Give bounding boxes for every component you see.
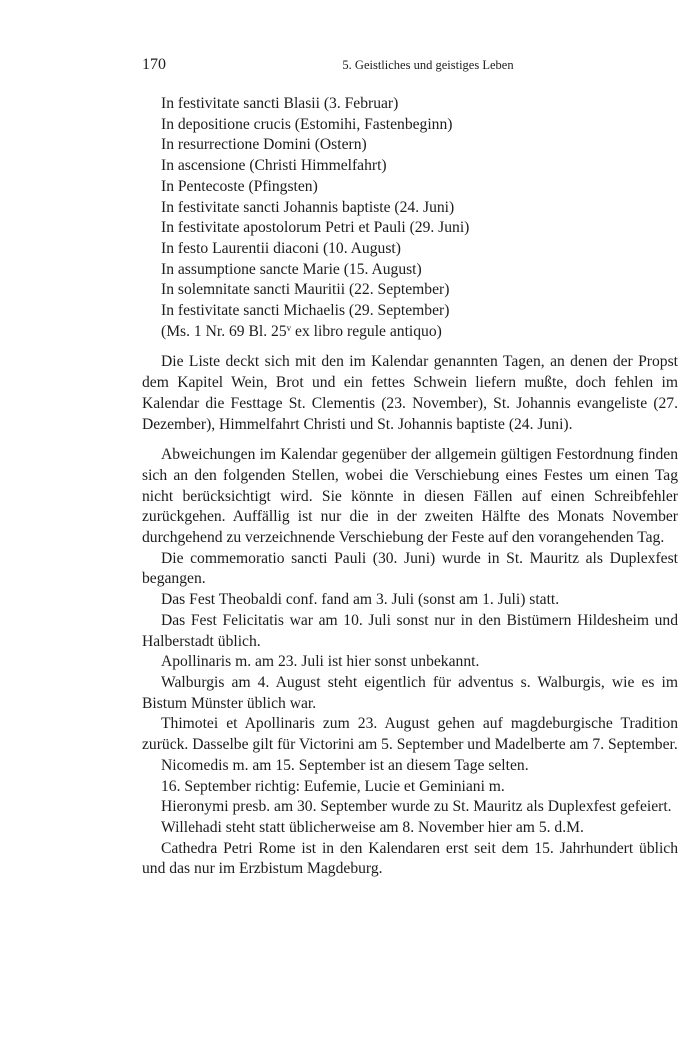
feast-list-item: In festo Laurentii diaconi (10. August) <box>161 239 401 257</box>
running-title: 5. Geistliches und geistiges Leben <box>342 58 514 72</box>
feast-list-item: In resurrectione Domini (Ostern) <box>161 136 367 154</box>
paragraph: Walburgis am 4. August steht eigentlich für adventus s. Walburgis, wie es im Bistum Münster üblich war. <box>142 673 678 712</box>
feast-list-item: In ascensione (Christi Himmelfahrt) <box>161 157 387 175</box>
paragraph: Apollinaris m. am 23. Juli ist hier sonst unbekannt. <box>161 653 480 671</box>
feast-list-item: In depositione crucis (Estomihi, Fastenbeginn) <box>161 115 453 133</box>
feast-list-item: In solemnitate sancti Mauritii (22. September) <box>161 281 450 299</box>
feast-list <box>142 94 678 342</box>
feast-list-item: In Pentecoste (Pfingsten) <box>161 177 318 195</box>
page-header <box>142 56 678 78</box>
feast-list-item: In assumptione sancte Marie (15. August) <box>161 260 422 278</box>
source-note-rest: ex libro regule antiquo) <box>291 322 442 340</box>
feast-list-item: In festivitate apostolorum Petri et Pauli (29. Juni) <box>161 219 470 237</box>
paragraph: Hieronymi presb. am 30. September wurde zu St. Mauritz als Duplexfest gefeiert. <box>161 798 672 816</box>
page-body <box>142 94 678 880</box>
paragraph: Das Fest Felicitatis war am 10. Juli sonst nur in den Bistümern Hildesheim und Halberstadt üblich. <box>142 611 678 650</box>
paragraph: Thimotei et Apollinaris zum 23. August gehen auf magdeburgische Tradition zurück. Dasselbe gilt für Victorini am 5. September und Madelberte am 7. September. <box>142 715 678 754</box>
feast-list-item: In festivitate sancti Johannis baptiste (24. Juni) <box>161 198 455 216</box>
paragraph: Nicomedis m. am 15. September ist an diesem Tage selten. <box>161 756 529 774</box>
page-number: 170 <box>142 56 166 73</box>
feast-list-item: In festivitate sancti Michaelis (29. September) <box>161 302 450 320</box>
paragraph: Die commemoratio sancti Pauli (30. Juni) wurde in St. Mauritz als Duplexfest begangen. <box>142 549 678 588</box>
paragraph: Das Fest Theobaldi conf. fand am 3. Juli (sonst am 1. Juli) statt. <box>161 591 560 609</box>
source-note-superscript: v <box>286 322 292 333</box>
paragraph: 16. September richtig: Eufemie, Lucie et Geminiani m. <box>161 777 505 795</box>
paragraph: Abweichungen im Kalendar gegenüber der allgemein gültigen Festordnung finden sich an den folgenden Stellen, wobei die Verschiebung eines Festes um einen Tag nicht berücksichtigt wird. Sie könnte in diesen Fällen auf einen Schreibfehler zurückgehen. Auffällig ist nur die in der zweiten Hälfte des Monats November durchgehend zu verzeichnende Verschiebung der Feste auf den vorangehenden Tag. <box>142 446 678 547</box>
feast-list-item: In festivitate sancti Blasii (3. Februar) <box>161 95 399 112</box>
source-note-main: (Ms. 1 Nr. 69 Bl. 25 <box>161 322 287 340</box>
source-note <box>161 322 678 343</box>
paragraph: Cathedra Petri Rome ist in den Kalendaren erst seit dem 15. Jahrhundert üblich und das nur im Erzbistum Magdeburg. <box>142 839 678 878</box>
paragraph: Willehadi steht statt üblicherweise am 8. November hier am 5. d.M. <box>161 818 584 836</box>
paragraph: Die Liste deckt sich mit den im Kalendar genannten Tagen, an denen der Propst dem Kapitel Wein, Brot und ein fettes Schwein liefern mußte, doch fehlen im Kalendar die Festtage St. Clementis (23. November), St. Johannis evangeliste (27. Dezember), Himmelfahrt Christi und St. Johannis baptiste (24. Juni). <box>142 353 678 433</box>
